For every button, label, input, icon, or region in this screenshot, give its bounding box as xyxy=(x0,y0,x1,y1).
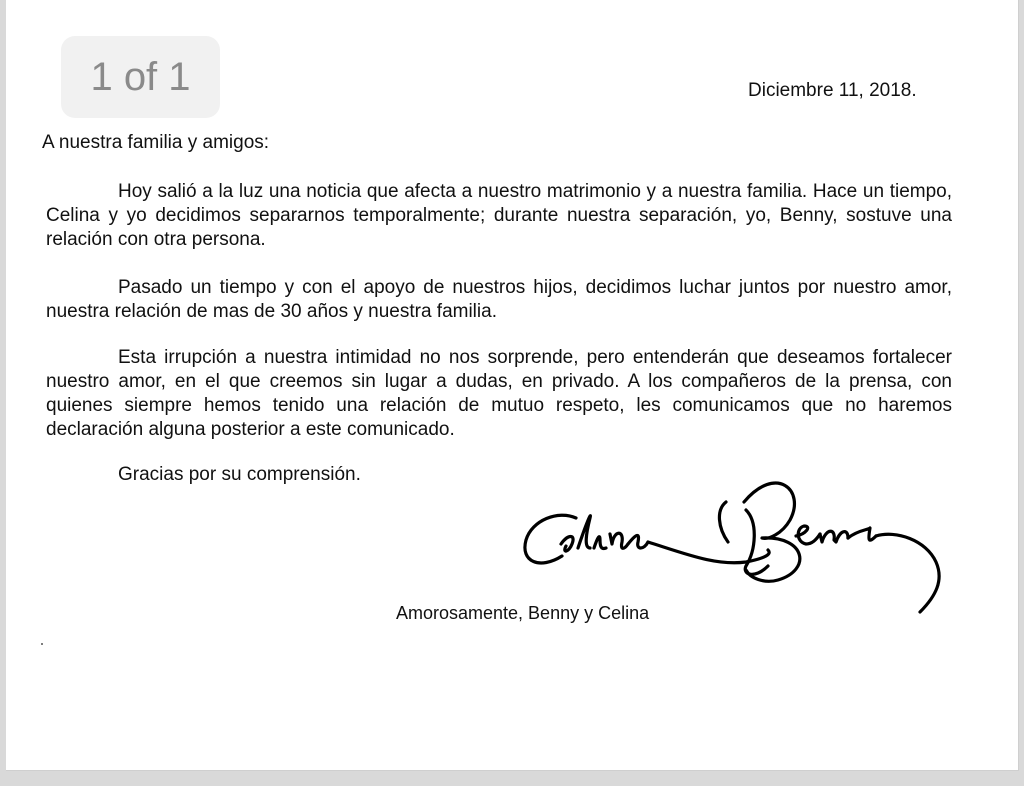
letter-page xyxy=(6,0,1019,771)
letter-date: Diciembre 11, 2018. xyxy=(748,80,917,101)
letter-paragraph-3: Esta irrupción a nuestra intimidad no nos sorprende, pero entenderán que deseamos fortalecer nuestro amor, en el que creemos sin lugar a dudas, en privado. A los compañeros de la prensa, con quienes siempre hemos tenido una relación de mutuo respeto, les comunicamos que no haremos declaración alguna posterior a este comunicado. xyxy=(46,347,952,440)
page-counter: 1 of 1 xyxy=(61,36,220,118)
letter-paragraph-1: Hoy salió a la luz una noticia que afecta a nuestro matrimonio y a nuestra familia. Hace un tiempo, Celina y yo decidimos separarnos temporalmente; durante nuestra separación, yo, Benny, sostuve una relación con otra persona. xyxy=(46,181,952,250)
letter-salutation: A nuestra familia y amigos: xyxy=(42,132,270,153)
letter-closing: Gracias por su comprensión. xyxy=(118,464,361,485)
scan-speck xyxy=(41,643,43,645)
letter-paragraph-2: Pasado un tiempo y con el apoyo de nuestros hijos, decidimos luchar juntos por nuestro amor, nuestra relación de mas de 30 años y nuestra familia. xyxy=(46,277,952,322)
letter-sign-off: Amorosamente, Benny y Celina xyxy=(396,603,650,623)
